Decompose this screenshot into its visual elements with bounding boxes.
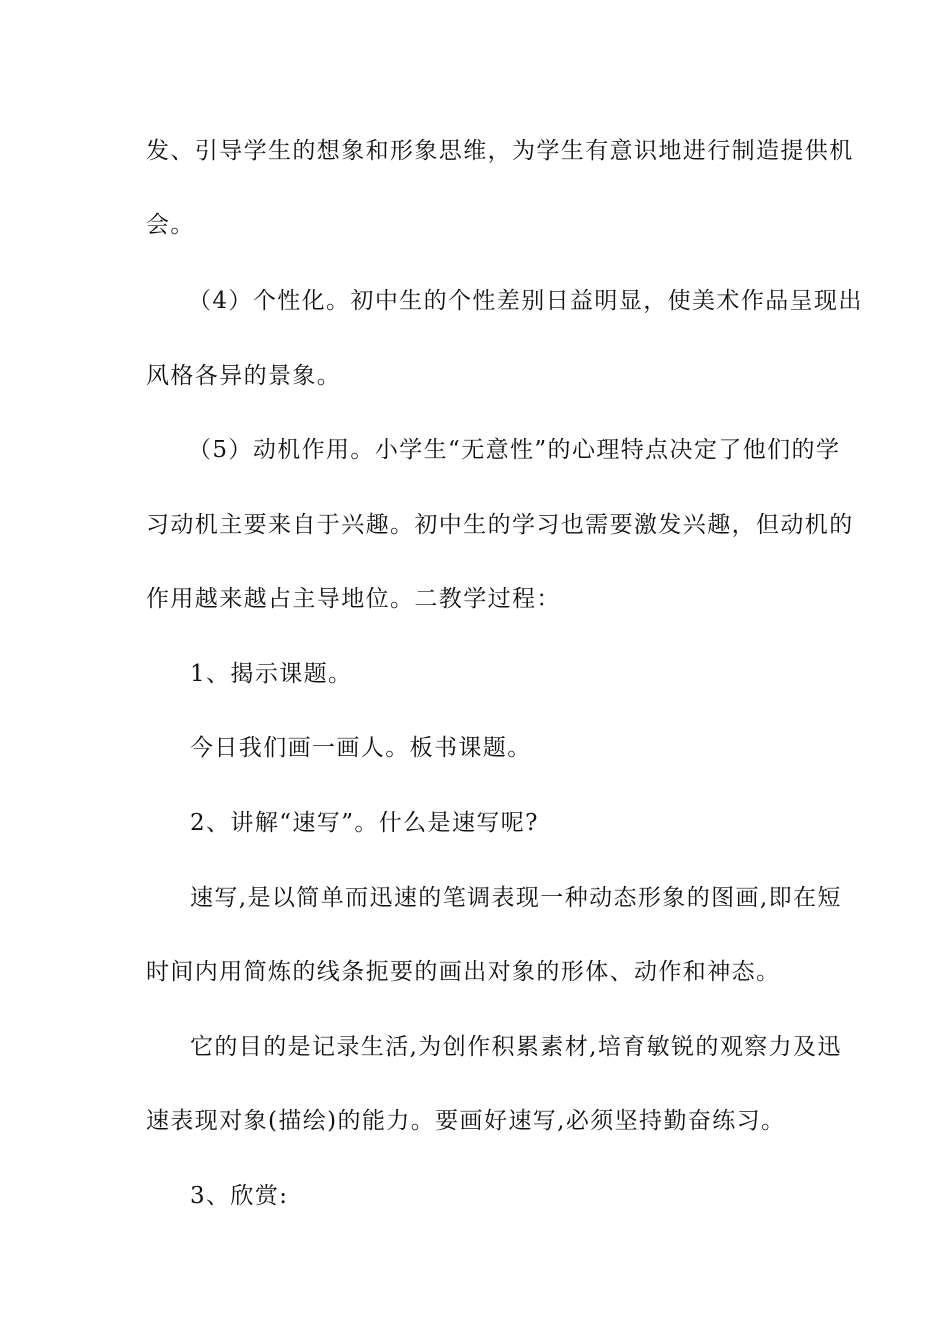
paragraph-line: 发、引导学生的想象和形象思维，为学生有意识地进行制造提供机 (146, 138, 854, 164)
paragraph-line: 它的目的是记录生活,为创作积累素材,培育敏锐的观察力及迅 (190, 1034, 842, 1060)
paragraph-line: 速写,是以简单而迅速的笔调表现一种动态形象的图画,即在短 (190, 885, 842, 911)
paragraph-line: （4）个性化。初中生的个性差别日益明显，使美术作品呈现出 (188, 288, 863, 314)
paragraph-line: 作用越来越占主导地位。二教学过程： (146, 586, 561, 612)
paragraph-line: 3、欣赏: (190, 1183, 289, 1209)
paragraph-line: 风格各异的景象。 (146, 363, 342, 389)
paragraph-line: 会。 (146, 212, 195, 238)
paragraph-line: 习动机主要来自于兴趣。初中生的学习也需要激发兴趣，但动机的 (146, 512, 854, 538)
paragraph-line: （5）动机作用。小学生“无意性”的心理特点决定了他们的学 (188, 437, 841, 463)
paragraph-line: 今日我们画一画人。板书课题。 (190, 735, 532, 761)
paragraph-line: 时间内用简炼的线条扼要的画出对象的形体、动作和神态。 (146, 959, 781, 985)
paragraph-line: 速表现对象(描绘)的能力。要画好速写,必须坚持勤奋练习。 (146, 1108, 786, 1134)
paragraph-line: 2、讲解“速写”。什么是速写呢? (190, 810, 539, 836)
paragraph-line: 1、揭示课题。 (190, 661, 353, 687)
